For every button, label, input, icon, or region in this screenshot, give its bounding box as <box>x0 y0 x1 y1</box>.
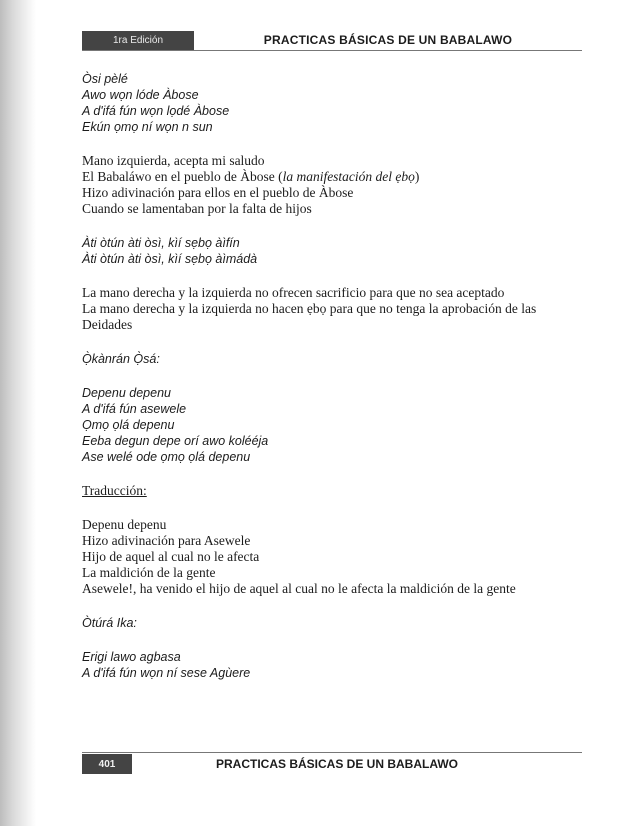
translation-paragraph: La mano derecha y la izquierda no ofrecen sacrificio para que no sea aceptado <box>82 285 505 300</box>
odu-heading: Ọ̀kànrán Ọ̀sá: <box>82 352 160 366</box>
book-gutter-shadow <box>0 0 36 826</box>
translation-1 <box>82 153 572 217</box>
translation-line: Cuando se lamentaban por la falta de hijos <box>82 201 312 216</box>
verse-line: Depenu depenu <box>82 386 171 400</box>
translation-line: Hizo adivinación para Asewele <box>82 533 251 548</box>
page-body <box>82 71 572 681</box>
translation-line: Hizo adivinación para ellos en el pueblo de Àbose <box>82 185 354 200</box>
verse-line: Awo wọn lóde Àbose <box>82 88 199 102</box>
verse-line: A d'ifá fún wọn ní sese Agùere <box>82 666 251 680</box>
odu-heading: Òtúrá Ika: <box>82 616 137 630</box>
verse-yoruba-2 <box>82 235 572 267</box>
verse-line: Eeba degun depe orí awo kolééja <box>82 434 269 448</box>
translation-paragraph: La mano derecha y la izquierda no hacen ẹbọ para que no tenga la aprobación de las Deidades <box>82 301 537 332</box>
verse-yoruba-3 <box>82 385 572 465</box>
translation-line: Hijo de aquel al cual no le afecta <box>82 549 260 564</box>
translation-heading: Traducción: <box>82 483 147 498</box>
verse-line: Ọmọ ọlá depenu <box>82 418 175 432</box>
page-footer <box>82 752 582 775</box>
verse-line: Ase welé ode ọmọ ọlá depenu <box>82 450 251 464</box>
translation-line: Mano izquierda, acepta mi saludo <box>82 153 265 168</box>
verse-line: Àti òtún àti òsì, kìí sẹbọ àìfín <box>82 236 240 250</box>
translation-paragraph: Asewele!, ha venido el hijo de aquel al cual no le afecta la maldición de la gente <box>82 581 516 596</box>
verse-line: Àti òtún àti òsì, kìí sẹbọ àìmádà <box>82 252 258 266</box>
page-number: 401 <box>82 754 132 774</box>
verse-line: Òsi pèlé <box>82 72 128 86</box>
edition-label: 1ra Edición <box>82 31 194 50</box>
running-title: PRACTICAS BÁSICAS DE UN BABALAWO <box>263 33 513 47</box>
translation-line: El Babaláwo en el pueblo de Àbose (la manifestación del ẹbọ) <box>82 169 420 184</box>
verse-line: Erigi lawo agbasa <box>82 650 181 664</box>
italic-phrase: la manifestación del ẹbọ <box>282 169 415 184</box>
translation-2 <box>82 285 572 333</box>
footer-title: PRACTICAS BÁSICAS DE UN BABALAWO <box>215 757 458 771</box>
page-header <box>82 30 582 51</box>
verse-line: A d'ifá fún wọn lọdé Àbose <box>82 104 230 118</box>
translation-line: Depenu depenu <box>82 517 167 532</box>
translation-3 <box>82 517 572 597</box>
translation-line: La maldición de la gente <box>82 565 216 580</box>
verse-yoruba-4 <box>82 649 572 681</box>
book-page <box>36 0 638 826</box>
verse-line: A d'ifá fún asewele <box>82 402 187 416</box>
verse-line: Ekún ọmọ ní wọn n sun <box>82 120 213 134</box>
verse-yoruba-1 <box>82 71 572 135</box>
